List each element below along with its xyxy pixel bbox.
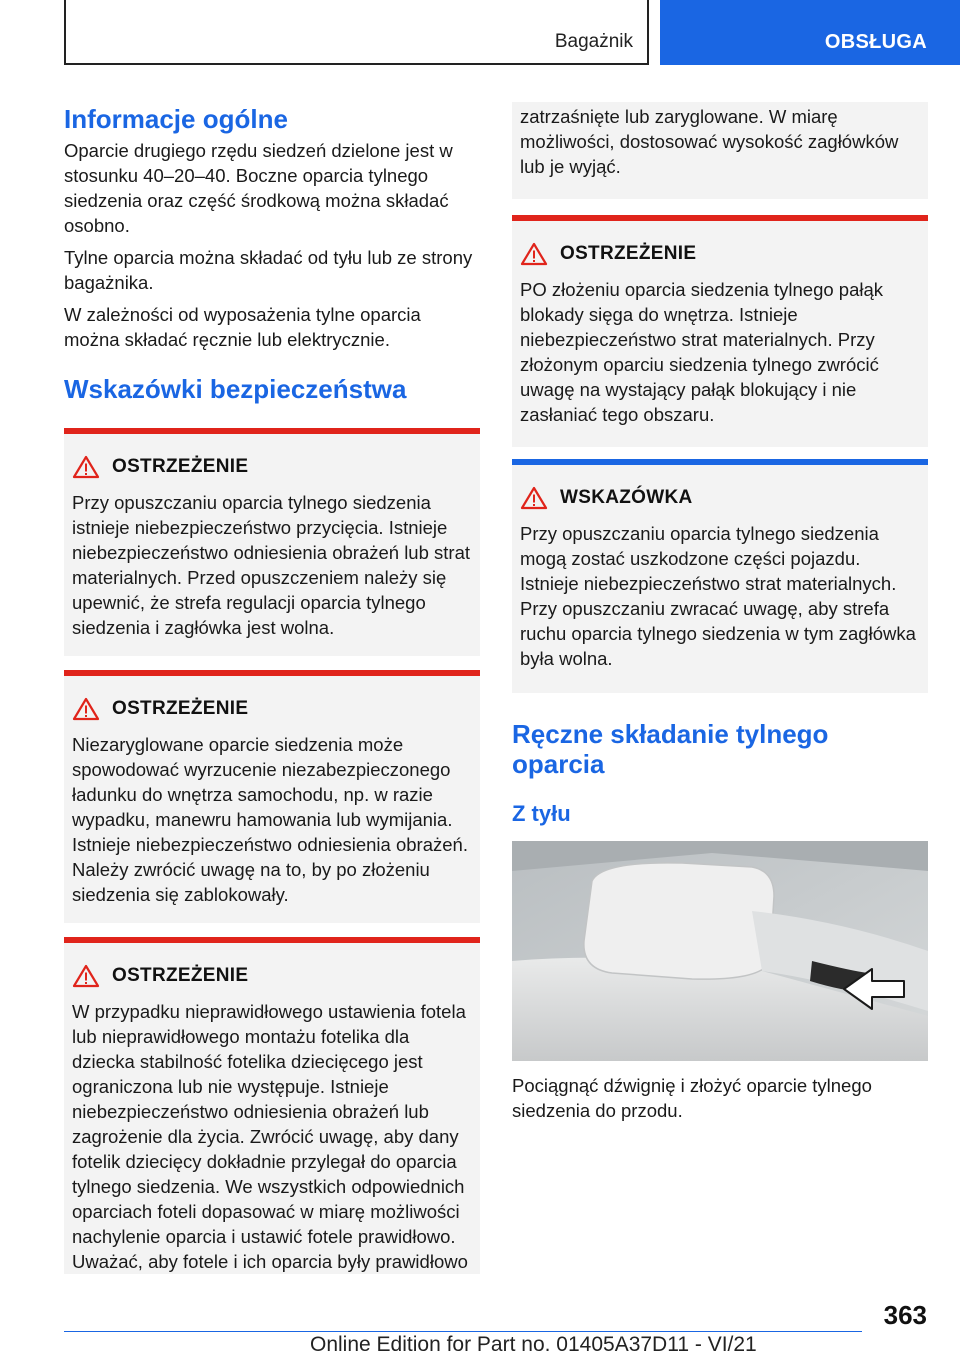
general-paragraph-3: W zależności od wyposażenia tylne oparcia można składać ręcznie lub elektrycznie. <box>64 304 421 350</box>
note-title: WSKAZÓWKA <box>560 487 693 508</box>
header-chapter-tab <box>660 0 960 65</box>
general-paragraph-1: Oparcie drugiego rzędu siedzeń dzielone jest w stosunku 40–20–40. Boczne oparcia tylnego siedzenia oraz część środkową można składać osobno. <box>64 140 453 236</box>
note-text: Przy opuszczaniu oparcia tylnego siedzenia mogą zostać uszkodzone części pojazdu. Istnieje niebezpieczeństwo strat materialnych. Przy opuszczaniu zwracać uwagę, aby strefa ruchu oparcia tylnego siedzenia w tym zagłówka była wolna. <box>520 523 916 669</box>
warning-triangle-icon <box>520 242 560 266</box>
warning-text: Niezaryglowane oparcie siedzenia może spowodować wyrzucenie niezabezpieczonego ładunku do wnętrza samochodu, np. w razie wypadku, manewru hamowania lub wymijania. Istnieje niebezpieczeństwo odniesienia obrażeń. Należy zwrócić uwagę na to, by po złożeniu siedzenia się zablokowały. <box>72 734 468 905</box>
general-paragraph-2: Tylne oparcia można składać od tyłu lub ze strony bagażnika. <box>64 247 473 293</box>
warning-box-4 <box>512 215 928 447</box>
warning-title: OSTRZEŻENIE <box>112 456 249 477</box>
warning-triangle-icon <box>520 486 560 510</box>
left-column <box>64 102 480 1274</box>
warning-bar <box>64 670 480 676</box>
warning-bar <box>64 937 480 943</box>
warning-bar <box>64 428 480 434</box>
header-chapter-label: OBSŁUGA <box>824 31 927 53</box>
footer-rule <box>64 1331 862 1332</box>
edition-note: Online Edition for Part no. 01405A37D11 - VI/21 <box>310 1333 757 1356</box>
warning-title: OSTRZEŻENIE <box>112 698 249 719</box>
warning-title: OSTRZEŻENIE <box>112 965 249 986</box>
warning-bar <box>512 215 928 221</box>
photo-caption: Pociągnąć dźwignię i złożyć oparcie tylnego siedzenia do przodu. <box>512 1075 872 1121</box>
continuation-text: zatrzaśnięte lub zaryglowane. W miarę możliwości, dostosować wysokość zagłówków lub je wyjąć. <box>520 106 899 177</box>
rear-subheading: Z tyłu <box>512 801 571 826</box>
manual-folding-heading: Ręczne składanie tylnego oparcia <box>512 719 829 779</box>
note-bar <box>512 459 928 465</box>
warning-box-1 <box>64 428 480 656</box>
header-section-box <box>64 0 649 65</box>
warning-box-2 <box>64 670 480 923</box>
warning-box-3 <box>64 937 480 1274</box>
seat-lever-photo <box>512 841 928 1061</box>
warning-triangle-icon <box>72 455 112 479</box>
header-section-title: Bagażnik <box>554 31 633 52</box>
right-column <box>512 102 928 1123</box>
continuation-box <box>512 102 928 199</box>
page-number: 363 <box>883 1300 927 1330</box>
general-heading: Informacje ogólne <box>64 104 288 134</box>
warning-text: PO złożeniu oparcia siedzenia tylnego pałąk blokady sięga do wnętrza. Istnieje niebezpieczeństwo strat materialnych. Przy złożonym oparciu siedzenia tylnego zwrócić uwagę na wystający pałąk blokujący i nie zasłaniać tego obszaru. <box>520 279 884 425</box>
warning-triangle-icon <box>72 964 112 988</box>
safety-heading: Wskazówki bezpieczeństwa <box>64 374 407 404</box>
note-box <box>512 459 928 693</box>
warning-triangle-icon <box>72 697 112 721</box>
warning-text: W przypadku nieprawidłowego ustawienia fotela lub nieprawidłowego montażu fotelika dla dziecka stabilność fotelika dziecięcego jest ograniczona lub nie występuje. Istnieje niebezpieczeństwo odniesienia obrażeń lub zagrożenie dla życia. Zwrócić uwagę, aby dany fotelik dziecięcy dokładnie przylegał do oparcia tylnego siedzenia. We wszystkich odpowiednich oparciach foteli dopasować w miarę możliwości nachylenie oparcia i ustawić fotele prawidłowo. Uważać, aby fotele i ich oparcia były prawidłowo <box>72 1001 468 1272</box>
warning-title: OSTRZEŻENIE <box>560 243 697 264</box>
warning-text: Przy opuszczaniu oparcia tylnego siedzenia istnieje niebezpieczeństwo przycięcia. Istnieje niebezpieczeństwo odniesienia obrażeń lub strat materialnych. Przed opuszczeniem należy się upewnić, że strefa regulacji oparcia tylnego siedzenia i zagłówka jest wolna. <box>72 492 471 638</box>
